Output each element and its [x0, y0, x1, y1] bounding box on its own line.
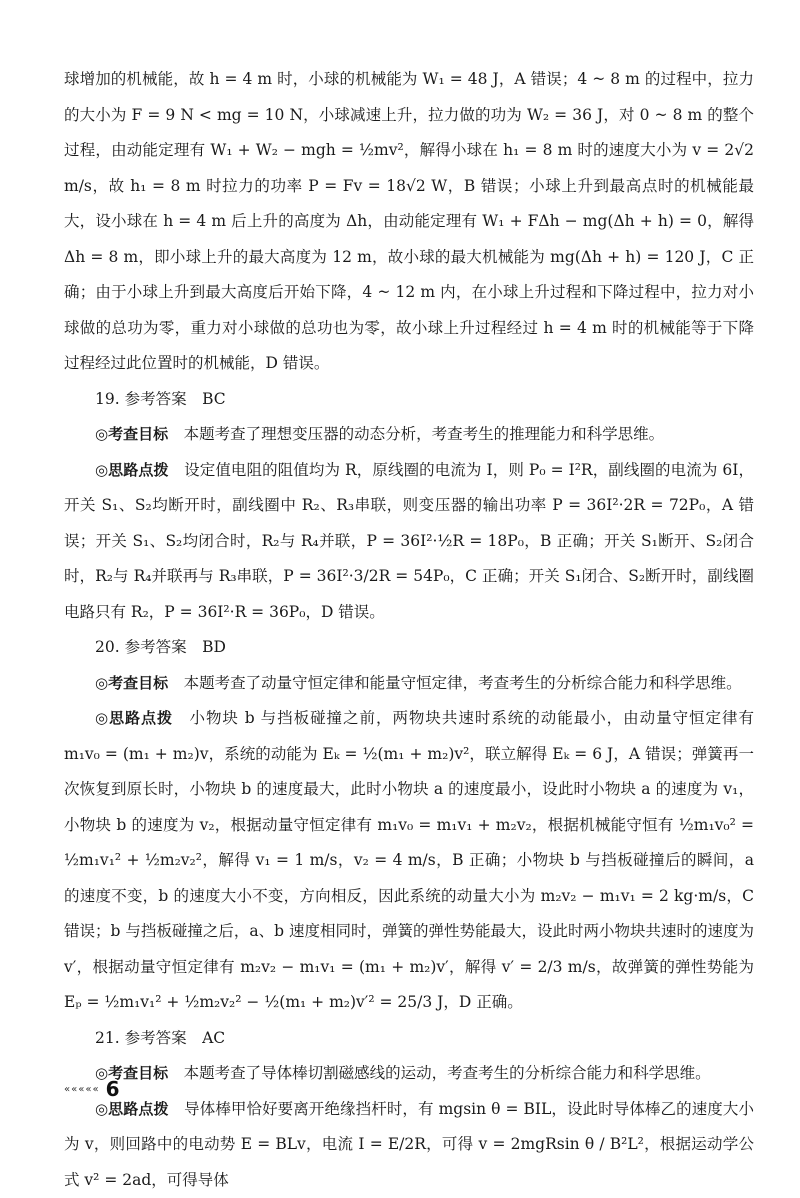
q20-goal-tag: ◎考查目标: [95, 674, 168, 692]
q20-goal-text: 本题考查了动量守恒定律和能量守恒定律，考查考生的分析综合能力和科学思维。: [184, 674, 742, 692]
q19-goal: [64, 417, 754, 453]
q19-hint: [64, 453, 754, 631]
q19-hint-tag: ◎思路点拨: [95, 461, 169, 479]
q20-answer: 20. 参考答案 BD: [64, 630, 754, 666]
q19-hint-text: 设定值电阻的阻值均为 R，原线圈的电流为 I，则 P₀ = I²R，副线圈的电流为 6I，开关 S₁、S₂均断开时，副线圈中 R₂、R₃串联，则变压器的输出功率 P = 36I²·2R = 72P₀，A 错误；开关 S₁、S₂均闭合时，R₂与 R₄并联，P = 36I²·½R = 18P₀，B 正确；开关 S₁断开、S₂闭合时，R₂与 R₄并联再与 R₃串联，P = 36I²·3/2R = 54P₀，C 正确；开关 S₁闭合、S₂断开时，副线圈电路只有 R₂，P = 36I²·R = 36P₀，D 错误。: [64, 461, 754, 621]
q21-hint: [64, 1092, 754, 1198]
q21-goal-text: 本题考查了导体棒切割磁感线的运动，考查考生的分析综合能力和科学思维。: [184, 1064, 711, 1082]
q19-answer: 19. 参考答案 BC: [64, 382, 754, 418]
q21-hint-text: 导体棒甲恰好要离开绝缘挡杆时，有 mgsin θ = BIL，设此时导体棒乙的速度大小为 v，则回路中的电动势 E = BLv，电流 I = E/2R，可得 v = 2mgRsin θ / B²L²，根据运动学公式 v² = 2ad，可得导体: [64, 1100, 754, 1189]
page-footer: [64, 1076, 120, 1102]
paragraph-q18-continued: 球增加的机械能，故 h = 4 m 时，小球的机械能为 W₁ = 48 J，A 错误；4 ~ 8 m 的过程中，拉力的大小为 F = 9 N < mg = 10 N，小球减速上升，拉力做的功为 W₂ = 36 J，对 0 ~ 8 m 的整个过程，由动能定理有 W₁ + W₂ − mgh = ½mv²，解得小球在 h₁ = 8 m 时的速度大小为 v = 2√2 m/s，故 h₁ = 8 m 时拉力的功率 P = Fv = 18√2 W，B 错误；小球上升到最高点时的机械能最大，设小球在 h = 4 m 后上升的高度为 Δh，由动能定理有 W₁ + FΔh − mg(Δh + h) = 0，解得 Δh = 8 m，即小球上升的最大高度为 12 m，故小球的最大机械能为 mg(Δh + h) = 120 J，C 正确；由于小球上升到最大高度后开始下降，4 ~ 12 m 内，在小球上升过程和下降过程中，拉力对小球做的总功为零，重力对小球做的总功也为零，故小球上升过程经过 h = 4 m 时的机械能等于下降过程经过此位置时的机械能，D 错误。: [64, 62, 754, 382]
q20-hint: [64, 701, 754, 1021]
q21-goal: [64, 1056, 754, 1092]
q19-goal-text: 本题考查了理想变压器的动态分析，考查考生的推理能力和科学思维。: [184, 425, 665, 443]
q19-goal-tag: ◎考查目标: [95, 425, 168, 443]
page-number: 6: [106, 1077, 120, 1101]
q21-goal-tag: ◎考查目标: [95, 1064, 168, 1082]
footer-decoration: «««««: [64, 1084, 100, 1095]
page-content: [64, 62, 754, 1198]
q20-hint-tag: ◎思路点拨: [95, 709, 173, 727]
q21-hint-tag: ◎思路点拨: [95, 1100, 169, 1118]
q20-goal: [64, 666, 754, 702]
q21-answer: 21. 参考答案 AC: [64, 1021, 754, 1057]
q20-hint-text: 小物块 b 与挡板碰撞之前，两物块共速时系统的动能最小，由动量守恒定律有 m₁v₀ = (m₁ + m₂)v，系统的动能为 Eₖ = ½(m₁ + m₂)v²，联立解得 Eₖ = 6 J，A 错误；弹簧再一次恢复到原长时，小物块 b 的速度最大，此时小物块 a 的速度最小，设此时小物块 a 的速度为 v₁，小物块 b 的速度为 v₂，根据动量守恒定律有 m₁v₀ = m₁v₁ + m₂v₂，根据机械能守恒有 ½m₁v₀² = ½m₁v₁² + ½m₂v₂²，解得 v₁ = 1 m/s，v₂ = 4 m/s，B 正确；小物块 b 与挡板碰撞后的瞬间，a 的速度不变，b 的速度大小不变，方向相反，因此系统的动量大小为 m₂v₂ − m₁v₁ = 2 kg·m/s，C 错误；b 与挡板碰撞之后，a、b 速度相同时，弹簧的弹性势能最大，设此时两小物块共速时的速度为 v′，根据动量守恒定律有 m₂v₂ − m₁v₁ = (m₁ + m₂)v′，解得 v′ = 2/3 m/s，故弹簧的弹性势能为 Eₚ = ½m₁v₁² + ½m₂v₂² − ½(m₁ + m₂)v′² = 25/3 J，D 正确。: [64, 709, 754, 1011]
